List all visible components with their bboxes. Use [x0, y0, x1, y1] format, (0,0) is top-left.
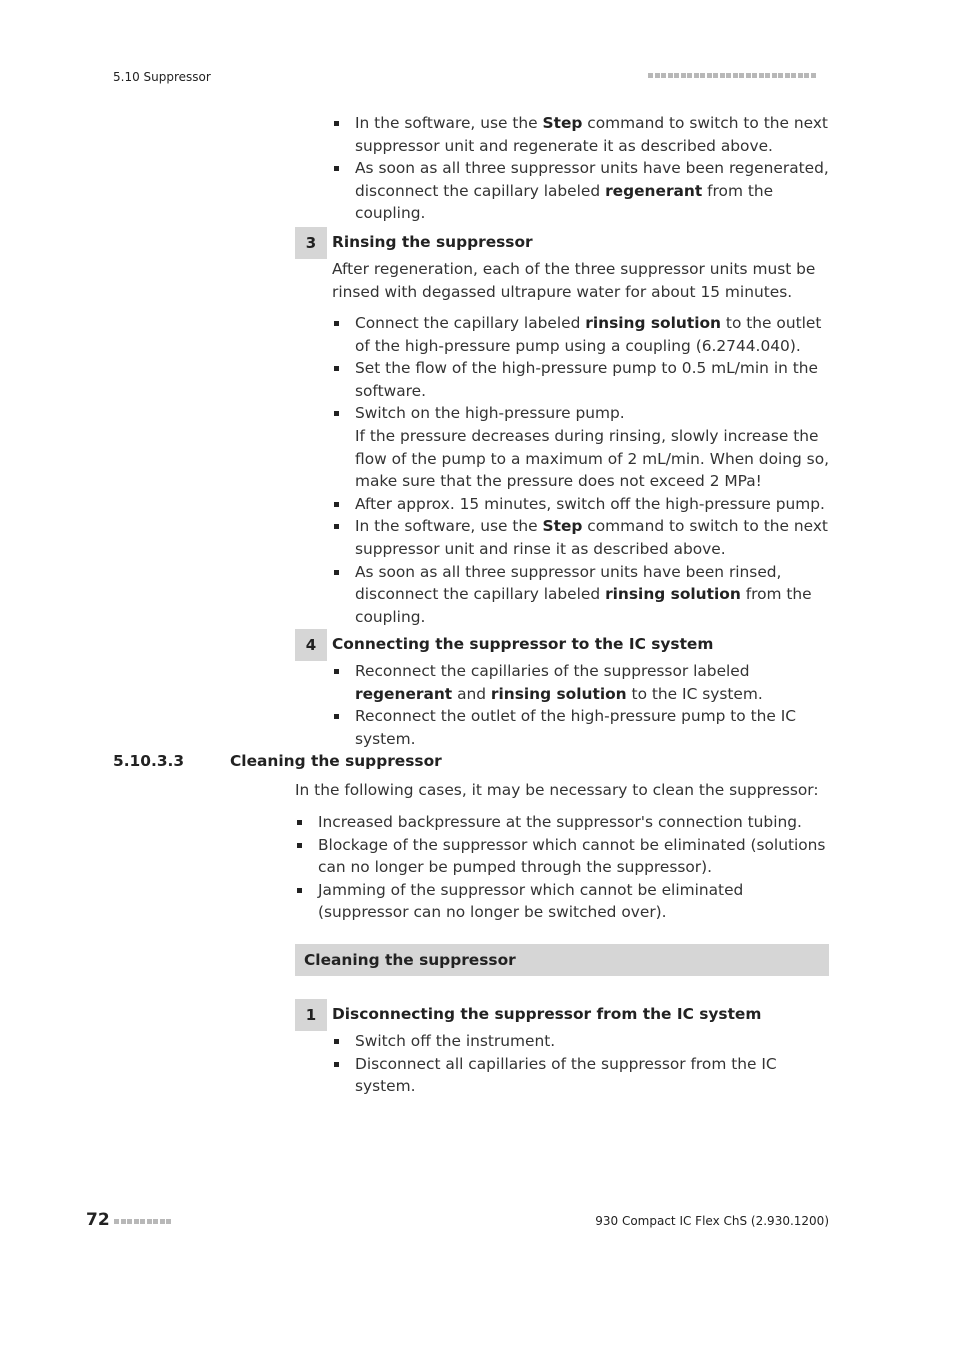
- step-number-badge: 3: [295, 227, 327, 259]
- section-title: Cleaning the suppressor: [230, 752, 442, 770]
- step-title: Connecting the suppressor to the IC system: [332, 635, 714, 653]
- list-item: Connect the capillary labeled rinsing solution to the outlet of the high-pressure pump using a coupling (6.2744.040).: [332, 312, 832, 357]
- list-item: Switch on the high-pressure pump. If the pressure decreases during rinsing, slowly increase the flow of the pump to a maximum of 2 mL/min. When doing so, make sure that the pressure does not exceed 2 MPa!: [332, 402, 832, 492]
- list-item: Increased backpressure at the suppressor's connection tubing.: [295, 811, 830, 834]
- cases-bullet-list: [295, 811, 830, 924]
- step-number-badge: 1: [295, 999, 327, 1031]
- list-item: Switch off the instrument.: [332, 1030, 832, 1053]
- header-decoration: [648, 73, 816, 78]
- list-item: Jamming of the suppressor which cannot be eliminated (suppressor can no longer be switched over).: [295, 879, 830, 924]
- header-section-title: 5.10 Suppressor: [113, 70, 211, 84]
- disconnect-bullet-list: [332, 1030, 832, 1098]
- regeneration-bullet-list: [332, 112, 832, 225]
- footer-decoration: [114, 1219, 171, 1224]
- step-intro: After regeneration, each of the three suppressor units must be rinsed with degassed ultrapure water for about 15 minutes.: [332, 260, 816, 301]
- list-item: In the software, use the Step command to switch to the next suppressor unit and regenerate it as described above.: [332, 112, 832, 157]
- procedure-heading: [295, 944, 829, 976]
- step-number-badge: 4: [295, 629, 327, 661]
- list-item: Blockage of the suppressor which cannot be eliminated (solutions can no longer be pumped through the suppressor).: [295, 834, 830, 879]
- reconnect-bullet-list: [332, 660, 832, 750]
- list-item: Disconnect all capillaries of the suppressor from the IC system.: [332, 1053, 832, 1098]
- footer-product-name: 930 Compact IC Flex ChS (2.930.1200): [595, 1214, 829, 1228]
- procedure-title: Cleaning the suppressor: [304, 951, 516, 969]
- list-item: Set the flow of the high-pressure pump to 0.5 mL/min in the software.: [332, 357, 832, 402]
- step-title: Rinsing the suppressor: [332, 233, 533, 251]
- list-item-note: If the pressure decreases during rinsing, slowly increase the flow of the pump to a maximum of 2 mL/min. When doing so, make sure that the pressure does not exceed 2 MPa!: [355, 426, 830, 491]
- step-title: Disconnecting the suppressor from the IC system: [332, 1005, 762, 1023]
- section-number: 5.10.3.3: [113, 752, 185, 770]
- list-item: As soon as all three suppressor units have been regenerated, disconnect the capillary labeled regenerant from the coupling.: [332, 157, 832, 225]
- section-intro: In the following cases, it may be necessary to clean the suppressor:: [295, 781, 819, 799]
- list-item: Reconnect the outlet of the high-pressure pump to the IC system.: [332, 705, 832, 750]
- rinsing-bullet-list: [332, 312, 832, 628]
- list-item: In the software, use the Step command to switch to the next suppressor unit and rinse it as described above.: [332, 515, 832, 560]
- list-item: As soon as all three suppressor units have been rinsed, disconnect the capillary labeled rinsing solution from the coupling.: [332, 561, 832, 629]
- list-item: Reconnect the capillaries of the suppressor labeled regenerant and rinsing solution to the IC system.: [332, 660, 832, 705]
- list-item: After approx. 15 minutes, switch off the high-pressure pump.: [332, 493, 832, 516]
- page-number: 72: [86, 1210, 110, 1230]
